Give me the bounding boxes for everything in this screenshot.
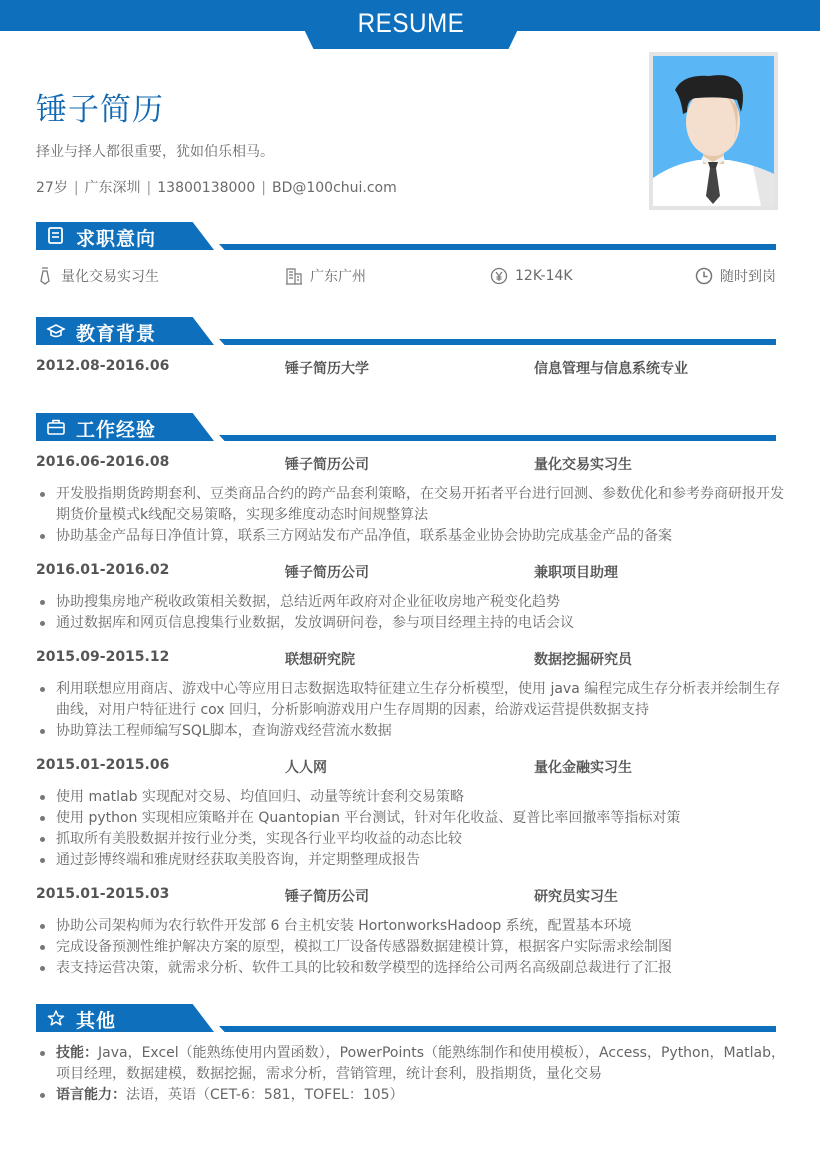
section-header-intent [36,222,776,252]
list-item: 使用 matlab 实现配对交易、均值回归、动量等统计套利交易策略 [36,787,788,808]
job-role: 数据挖掘研究员 [534,652,632,668]
yen-icon [490,266,508,286]
intent-city-text: 广东广州 [310,269,366,285]
section-header-education [36,317,776,347]
header-title: RESUME [357,8,465,38]
tie-icon [36,266,54,286]
job-period: 2015.09-2015.12 [36,649,170,665]
section-header-work [36,413,776,443]
job-company: 锤子简历公司 [285,565,369,581]
graduation-cap-icon [46,322,66,340]
age: 27岁 [36,180,68,196]
list-item: 开发股指期货跨期套利、豆类商品合约的跨产品套利策略，在交易开拓者平台进行回测、参数优化和参考券商研报开发期货价量模式k线配交易策略，实现多维度动态时间规整算法 [36,484,788,526]
job-company: 锤子简历公司 [285,457,369,473]
list-item: 通过数据库和网页信息搜集行业数据，发放调研问卷，参与项目经理主持的电话会议 [36,613,788,634]
job-bullets [36,484,788,547]
resume-name: 锤子简历 [36,92,164,128]
job-company: 人人网 [285,760,327,776]
section-title: 工作经验 [76,419,157,441]
phone: 13800138000 [157,180,256,196]
job-period: 2015.01-2015.03 [36,886,170,902]
job-period: 2016.01-2016.02 [36,562,170,578]
list-item: 抓取所有美股数据并按行业分类，实现各行业平均收益的动态比较 [36,829,788,850]
job-role: 研究员实习生 [534,889,618,905]
job-company: 锤子简历公司 [285,889,369,905]
language-text: 法语，英语（CET-6：581，TOFEL：105） [126,1087,404,1103]
job-role: 兼职项目助理 [534,565,618,581]
list-item: 协助公司架构师为农行软件开发部 6 台主机安装 HortonworksHadoop 系统，配置基本环境 [36,916,788,937]
skills-text: Java，Excel（能熟练使用内置函数），PowerPoints（能熟练制作和使用模板），Access，Python，Matlab，项目经理，数据建模，数据挖掘，需求分析，营销管理，统计套利，股指期货，量化交易 [56,1045,785,1082]
job-bullets [36,787,788,871]
job-bullets [36,592,788,634]
id-card-icon [46,227,66,245]
profile-photo [649,52,778,210]
clock-icon [695,266,713,286]
section-title: 教育背景 [76,323,157,345]
list-item: 表支持运营决策，就需求分析、软件工具的比较和数学模型的选择给公司两名高级副总裁进行了汇报 [36,958,788,979]
list-item: 完成设备预测性维护解决方案的原型，模拟工厂设备传感器数据建模计算，根据客户实际需求绘制图 [36,937,788,958]
education-period: 2012.08-2016.06 [36,358,170,374]
star-icon [46,1009,66,1027]
list-item: 利用联想应用商店、游戏中心等应用日志数据选取特征建立生存分析模型，使用 java 编程完成生存分析表并绘制生存曲线，对用户特征进行 cox 回归，分析影响游戏用户生存周期的因素，给游戏运营提供数据支持 [36,679,788,721]
job-period: 2015.01-2015.06 [36,757,170,773]
language-label: 语言能力： [56,1087,126,1103]
avatar-icon [653,56,774,206]
education-major: 信息管理与信息系统专业 [534,361,688,377]
skills-item [36,1043,788,1085]
education-school: 锤子简历大学 [285,361,369,377]
intent-availability-text: 随时到岗 [720,269,776,285]
intent-position [36,266,159,286]
list-item: 协助基金产品每日净值计算，联系三方网站发布产品净值，联系基金业协会协助完成基金产品的备案 [36,526,788,547]
job-period: 2016.06-2016.08 [36,454,170,470]
motto: 择业与择人都很重要，犹如伯乐相马。 [36,144,274,160]
list-item: 协助算法工程师编写SQL脚本，查询游戏经营流水数据 [36,721,788,742]
email: BD@100chui.com [271,180,397,196]
job-bullets [36,679,788,742]
list-item: 协助搜集房地产税收政策相关数据，总结近两年政府对企业征收房地产税变化趋势 [36,592,788,613]
job-company: 联想研究院 [285,652,355,668]
list-item: 通过彭博终端和雅虎财经获取美股咨询，并定期整理成报告 [36,850,788,871]
intent-city [285,266,366,286]
list-item: 使用 python 实现相应策略并在 Quantopian 平台测试，针对年化收益、夏普比率回撤率等指标对策 [36,808,788,829]
other-bullets [36,1043,788,1106]
intent-salary [490,266,573,286]
section-header-other [36,1004,776,1034]
intent-position-text: 量化交易实习生 [61,269,159,285]
section-title: 求职意向 [76,228,157,250]
intent-availability [695,266,776,286]
building-icon [285,266,303,286]
skills-label: 技能： [56,1045,98,1061]
job-role: 量化金融实习生 [534,760,632,776]
job-bullets [36,916,788,979]
contact-line: 27岁 | 广东深圳 | 13800138000 | BD@100chui.com [36,180,397,196]
language-item [36,1085,788,1106]
job-role: 量化交易实习生 [534,457,632,473]
section-title: 其他 [76,1010,117,1032]
intent-salary-text: 12K-14K [515,268,573,284]
briefcase-icon [46,418,66,436]
location: 广东深圳 [84,180,141,196]
